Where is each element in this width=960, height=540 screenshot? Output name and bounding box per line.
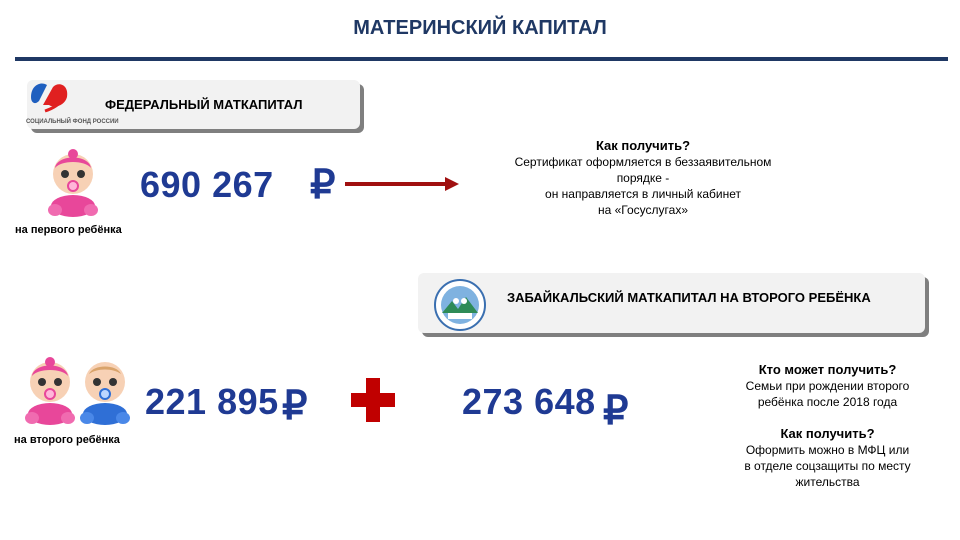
federal-amount: 690 267 [140, 164, 274, 205]
zabaikalsky-emblem-icon [434, 279, 486, 331]
ruble-sign: ₽ [603, 389, 629, 433]
federal-how-line: Сертификат оформляется в беззаявительном [514, 155, 772, 169]
regional-how-line: жительства [795, 475, 860, 489]
regional-who-line: ребёнка после 2018 года [757, 395, 898, 409]
federal-baby-caption: на первого ребёнка [15, 224, 122, 236]
regional-how-block [715, 426, 940, 490]
regional-how-line: Оформить можно в МФЦ или [745, 443, 910, 457]
federal-how-line: порядке - [616, 171, 670, 185]
federal-banner-label: ФЕДЕРАЛЬНЫЙ МАТКАПИТАЛ [105, 97, 303, 112]
regional-how-title: Как получить? [780, 426, 875, 441]
regional-banner [418, 273, 925, 333]
baby-girl-icon [22, 356, 78, 426]
regional-who-line: Семьи при рождении второго [745, 379, 910, 393]
regional-banner-label: ЗАБАЙКАЛЬСКИЙ МАТКАПИТАЛ НА ВТОРОГО РЕБЁНКА [507, 290, 871, 305]
regional-amount: 273 648 [462, 381, 596, 422]
baby-girl-icon [45, 148, 101, 218]
plus-icon [349, 376, 397, 424]
federal-how-title: Как получить? [595, 138, 691, 153]
federal-how-block [488, 138, 798, 218]
baby-boy-icon [77, 356, 133, 426]
regional-who-block [715, 362, 940, 410]
federal-how-line: он направляется в личный кабинет [545, 187, 741, 201]
regional-who-title: Кто может получить? [758, 362, 897, 377]
ruble-sign: ₽ [310, 163, 336, 207]
regional-how-line: в отделе соцзащиты по месту [744, 459, 911, 473]
page-title: МАТЕРИНСКИЙ КАПИТАЛ [353, 17, 607, 39]
regional-baby-caption: на второго ребёнка [14, 434, 120, 446]
federal-banner [27, 80, 360, 129]
second-child-federal-amount: 221 895 [145, 381, 279, 422]
ruble-sign: ₽ [282, 384, 308, 428]
title-divider [15, 57, 948, 61]
arrow-right-icon [345, 176, 460, 192]
sfr-logo-icon [25, 75, 119, 131]
federal-how-line: на «Госуслугах» [597, 203, 688, 217]
sfr-logo-text: СОЦИАЛЬНЫЙ ФОНД РОССИИ [26, 119, 119, 125]
